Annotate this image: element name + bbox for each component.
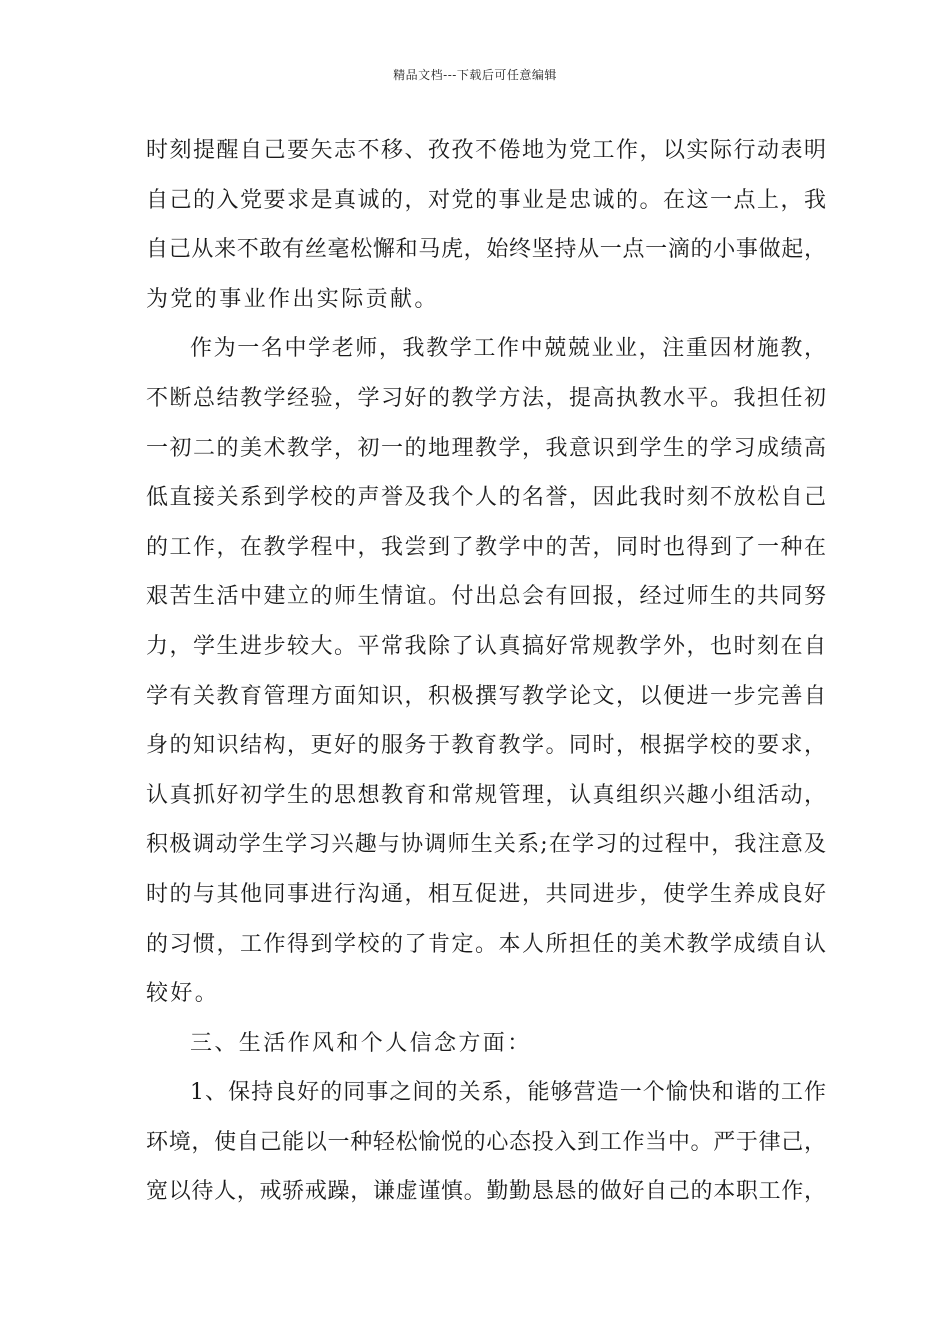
text-line: 低直接关系到学校的声誉及我个人的名誉，因此我时刻不放松自己	[146, 485, 826, 511]
page-header: 精品文档---下载后可任意编辑	[393, 68, 557, 82]
text-line: 环境，使自己能以一种轻松愉悦的心态投入到工作当中。严于律己，	[146, 1129, 826, 1155]
text-line: 的习惯，工作得到学校的了肯定。本人所担任的美术教学成绩自认	[146, 931, 826, 957]
text-line: 一初二的美术教学，初一的地理教学，我意识到学生的学习成绩高	[146, 435, 826, 461]
text-line: 时的与其他同事进行沟通，相互促进，共同进步，使学生养成良好	[146, 881, 826, 907]
text-line: 为党的事业作出实际贡献。	[146, 286, 439, 312]
text-line: 较好。	[146, 981, 220, 1007]
text-line: 作为一名中学老师，我教学工作中兢兢业业，注重因材施教，	[190, 336, 826, 362]
text-line: 学有关教育管理方面知识，积极撰写教学论文，以便进一步完善自	[146, 683, 826, 709]
text-line: 自己的入党要求是真诚的，对党的事业是忠诚的。在这一点上，我	[146, 187, 826, 213]
text-line: 自己从来不敢有丝毫松懈和马虎，始终坚持从一点一滴的小事做起，	[146, 237, 826, 263]
text-line: 认真抓好初学生的思想教育和常规管理，认真组织兴趣小组活动，	[146, 782, 826, 808]
text-line: 艰苦生活中建立的师生情谊。付出总会有回报，经过师生的共同努	[146, 584, 826, 610]
text-line: 1、保持良好的同事之间的关系，能够营造一个愉快和谐的工作	[190, 1080, 826, 1106]
text-line: 力，学生进步较大。平常我除了认真搞好常规教学外，也时刻在自	[146, 633, 826, 659]
text-line: 积极调动学生学习兴趣与协调师生关系;在学习的过程中，我注意及	[146, 832, 826, 858]
text-line: 身的知识结构，更好的服务于教育教学。同时，根据学校的要求，	[146, 733, 826, 759]
text-line: 宽以待人，戒骄戒躁，谦虚谨慎。勤勤恳恳的做好自己的本职工作，	[146, 1179, 826, 1205]
text-line: 不断总结教学经验，学习好的教学方法，提高执教水平。我担任初	[146, 385, 826, 411]
text-line: 时刻提醒自己要矢志不移、孜孜不倦地为党工作，以实际行动表明	[146, 138, 826, 163]
text-line: 的工作，在教学程中，我尝到了教学中的苦，同时也得到了一种在	[146, 534, 826, 560]
text-line: 三、生活作风和个人信念方面：	[190, 1030, 532, 1056]
document-body	[146, 126, 826, 1217]
